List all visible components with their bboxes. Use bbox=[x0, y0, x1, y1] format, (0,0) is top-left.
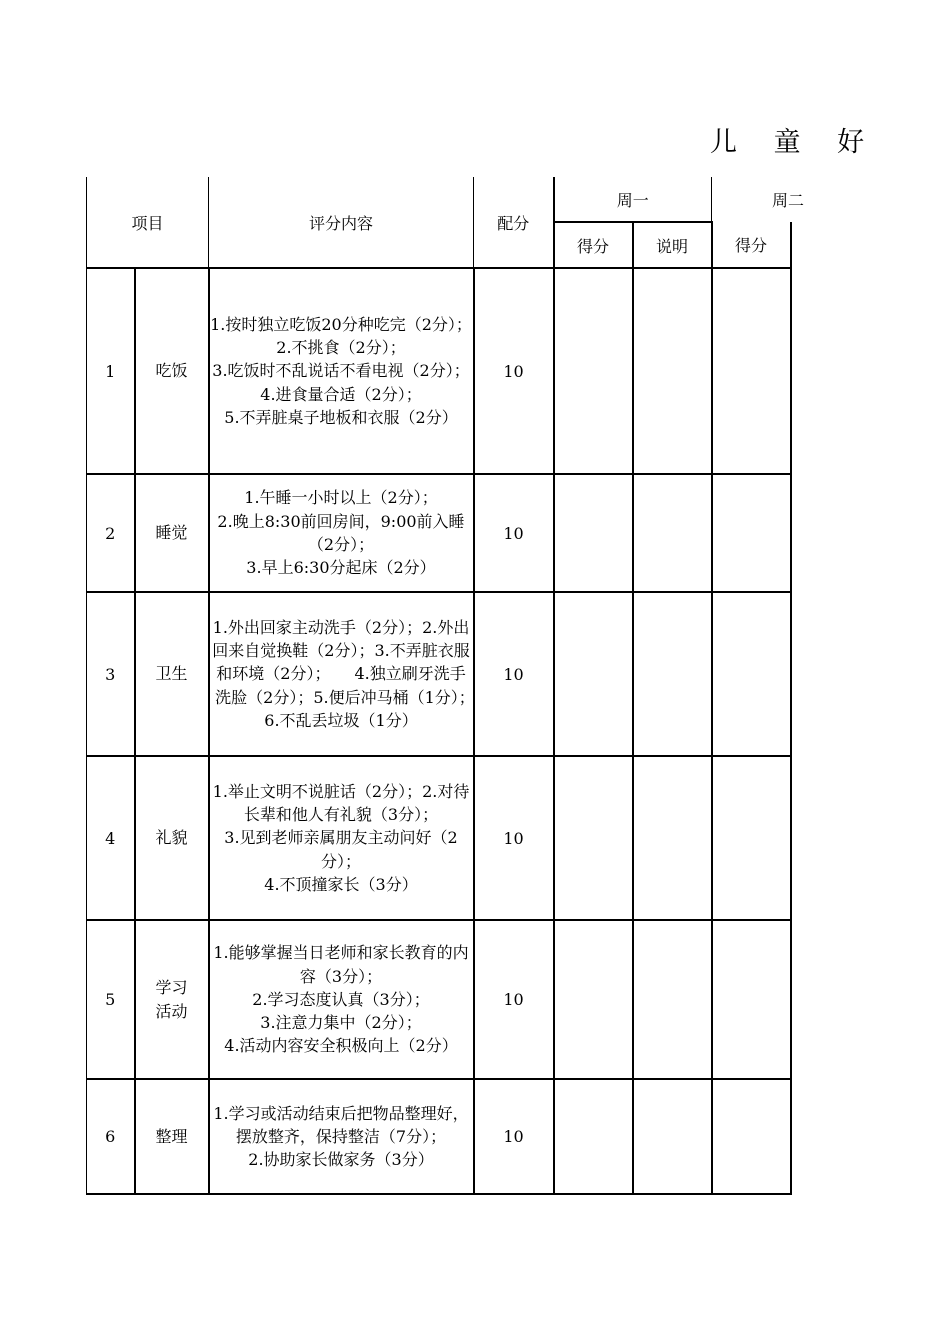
table-row bbox=[87, 268, 870, 474]
row-item-label: 吃饭 bbox=[155, 361, 188, 380]
empty-cell bbox=[791, 756, 870, 920]
row-item-label: 学习 bbox=[155, 977, 188, 997]
empty-cell bbox=[791, 1079, 870, 1194]
header-day-2-score: 得分 bbox=[712, 222, 791, 268]
row-number: 2 bbox=[87, 474, 135, 592]
header-points: 配分 bbox=[474, 177, 554, 268]
row-item bbox=[135, 756, 209, 920]
day-1-note-cell[interactable] bbox=[633, 920, 712, 1079]
row-number: 5 bbox=[87, 920, 135, 1079]
header-criteria: 评分内容 bbox=[209, 177, 474, 268]
row-points: 10 bbox=[474, 268, 554, 474]
empty-cell bbox=[791, 222, 870, 268]
day-2-score-cell[interactable] bbox=[712, 474, 791, 592]
header-day-1-note: 说明 bbox=[633, 222, 712, 268]
row-points: 10 bbox=[474, 592, 554, 756]
row-number: 4 bbox=[87, 756, 135, 920]
row-item bbox=[135, 1079, 209, 1194]
table-row bbox=[87, 920, 870, 1079]
row-points: 10 bbox=[474, 756, 554, 920]
day-1-score-cell[interactable] bbox=[554, 920, 633, 1079]
criteria-line: 1.能够掌握当日老师和家长教育的内容（3分）； bbox=[213, 943, 469, 986]
day-1-note-cell[interactable] bbox=[633, 756, 712, 920]
criteria-line: 3.注意力集中（2分）； bbox=[260, 1013, 422, 1033]
criteria-line: 5.不弄脏桌子地板和衣服（2分） bbox=[224, 407, 458, 427]
criteria-line: 1.学习或活动结束后把物品整理好，摆放整齐，保持整洁（7分）； bbox=[213, 1103, 469, 1146]
criteria-line: 1.按时独立吃饭20分种吃完（2分）； bbox=[210, 314, 472, 334]
row-criteria bbox=[209, 756, 474, 920]
day-1-score-cell[interactable] bbox=[554, 474, 633, 592]
criteria-line: 1.举止文明不说脏话（2分）；2.对待长辈和他人有礼貌（3分）； bbox=[212, 781, 470, 825]
row-item bbox=[135, 592, 209, 756]
row-item-label: 整理 bbox=[155, 1126, 188, 1146]
criteria-line: 2.学习态度认真（3分）； bbox=[252, 989, 430, 1009]
criteria-line: 4.不顶撞家长（3分） bbox=[264, 874, 418, 894]
evaluation-table bbox=[86, 177, 870, 1195]
criteria-line: 2.晚上8:30前回房间，9:00前入睡（2分）； bbox=[217, 511, 465, 554]
day-2-score-cell[interactable] bbox=[712, 756, 791, 920]
row-criteria bbox=[209, 474, 474, 592]
row-number: 6 bbox=[87, 1079, 135, 1194]
criteria-line: 2.协助家长做家务（3分） bbox=[248, 1150, 434, 1170]
day-2-score-cell[interactable] bbox=[712, 920, 791, 1079]
row-item-label: 卫生 bbox=[155, 664, 188, 683]
row-item bbox=[135, 474, 209, 592]
table-row bbox=[87, 756, 870, 920]
row-item bbox=[135, 920, 209, 1079]
criteria-line: 1.午睡一小时以上（2分）； bbox=[244, 488, 438, 508]
row-points: 10 bbox=[474, 474, 554, 592]
day-1-score-cell[interactable] bbox=[554, 592, 633, 756]
criteria-line: 3.见到老师亲属朋友主动问好（2分）； bbox=[224, 828, 458, 871]
row-criteria bbox=[209, 268, 474, 474]
row-item-label: 活动 bbox=[155, 1001, 188, 1021]
criteria-line: 4.活动内容安全积极向上（2分） bbox=[224, 1036, 458, 1056]
day-1-note-cell[interactable] bbox=[633, 268, 712, 474]
criteria-line: 2.不挑食（2分）； bbox=[276, 338, 406, 358]
table-row bbox=[87, 592, 870, 756]
header-day-1: 周一 bbox=[554, 177, 712, 222]
day-1-score-cell[interactable] bbox=[554, 1079, 633, 1194]
header-day-2: 周二 bbox=[772, 191, 805, 210]
row-item-label: 睡觉 bbox=[155, 523, 188, 542]
row-item bbox=[135, 268, 209, 474]
table-row bbox=[87, 1079, 870, 1194]
row-points: 10 bbox=[474, 920, 554, 1079]
day-2-score-cell[interactable] bbox=[712, 592, 791, 756]
criteria-line: 1.外出回家主动洗手（2分）；2.外出回来自觉换鞋（2分）；3.不弄脏衣服和环境（2分）； 4.独立刷牙洗手洗脸（2分）；5.便后冲马桶（1分）； 6.不乱丢垃圾（1分） bbox=[212, 617, 515, 730]
criteria-line: 4.进食量合适（2分）； bbox=[260, 384, 422, 404]
row-item-label: 礼貌 bbox=[155, 828, 188, 847]
day-1-note-cell[interactable] bbox=[633, 474, 712, 592]
day-1-score-cell[interactable] bbox=[554, 268, 633, 474]
empty-cell bbox=[791, 268, 870, 474]
day-1-note-cell[interactable] bbox=[633, 1079, 712, 1194]
row-number: 3 bbox=[87, 592, 135, 756]
row-number: 1 bbox=[87, 268, 135, 474]
day-2-score-cell[interactable] bbox=[712, 1079, 791, 1194]
row-criteria bbox=[209, 1079, 474, 1194]
header-day-1-score: 得分 bbox=[554, 222, 633, 268]
header-item: 项目 bbox=[87, 177, 209, 268]
day-1-note-cell[interactable] bbox=[633, 592, 712, 756]
day-1-score-cell[interactable] bbox=[554, 756, 633, 920]
criteria-line: 3.吃饭时不乱说话不看电视（2分）； bbox=[212, 361, 470, 381]
empty-cell bbox=[791, 592, 870, 756]
empty-cell bbox=[791, 920, 870, 1079]
row-criteria bbox=[209, 920, 474, 1079]
row-points: 10 bbox=[474, 1079, 554, 1194]
header-row-1 bbox=[87, 177, 870, 222]
table-row bbox=[87, 474, 870, 592]
empty-cell bbox=[791, 474, 870, 592]
criteria-line: 3.早上6:30分起床（2分） bbox=[246, 558, 436, 578]
day-2-score-cell[interactable] bbox=[712, 268, 791, 474]
page-title: 儿 童 好 bbox=[710, 127, 879, 158]
